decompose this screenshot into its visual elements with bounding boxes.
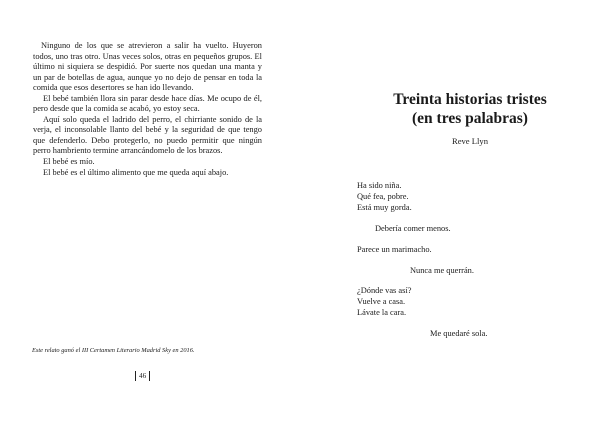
story-paragraph: El bebé es mío. — [43, 157, 95, 167]
story-paragraph: Aquí solo queda el ladrido del perro, el chirriante sonido de la verja, el inconsolable llanto del bebé y la seguridad de que tengo que defenderlo. Debo protegerlo, no puedo permitir que ningún perro hambriento termine arrancándomelo de los brazos. — [33, 114, 262, 156]
poem-line: Ha sido niña. — [357, 181, 402, 190]
poem-line: Parece un marimacho. — [357, 245, 432, 254]
award-footnote: Este relato ganó el III Certamen Literario Madrid Sky en 2016. — [32, 347, 195, 354]
poem-line: Nunca me querrán. — [410, 266, 474, 275]
author-name: Reve Llyn — [451, 136, 489, 146]
story-paragraph: El bebé también llora sin parar desde hace días. Me ocupo de él, pero desde que la comida se acabó, yo estoy seca. — [33, 93, 262, 114]
poem-line: Está muy gorda. — [357, 203, 412, 212]
poem — [300, 0, 600, 425]
poem-line: ¿Dónde vas así? — [357, 286, 412, 295]
right-page — [300, 0, 600, 425]
story-paragraph: El bebé es el último alimento que me queda aquí abajo. — [43, 167, 229, 177]
story-paragraph: Ninguno de los que se atrevieron a salir ha vuelto. Huyeron todos, uno tras otro. Unas veces solos, otras en pequeños grupos. El último ni siquiera se despidió. Por suerte nos quedan una manta y un par de botellas de agua, aunque yo no dejo de pensar en toda la comida que esos desertores se han ido llevando. — [33, 41, 262, 93]
poem-line: Vuelve a casa. — [357, 297, 406, 306]
poem-line: Debería comer menos. — [375, 224, 451, 233]
poem-line: Qué fea, pobre. — [357, 192, 409, 201]
page-number: 46 — [135, 371, 150, 381]
poem-line: Me quedaré sola. — [430, 329, 488, 338]
title-line: Treinta historias tristes — [393, 91, 547, 108]
poem-line: Lávate la cara. — [357, 308, 407, 317]
title-subline: (en tres palabras) — [412, 109, 528, 127]
story-text — [33, 41, 262, 178]
